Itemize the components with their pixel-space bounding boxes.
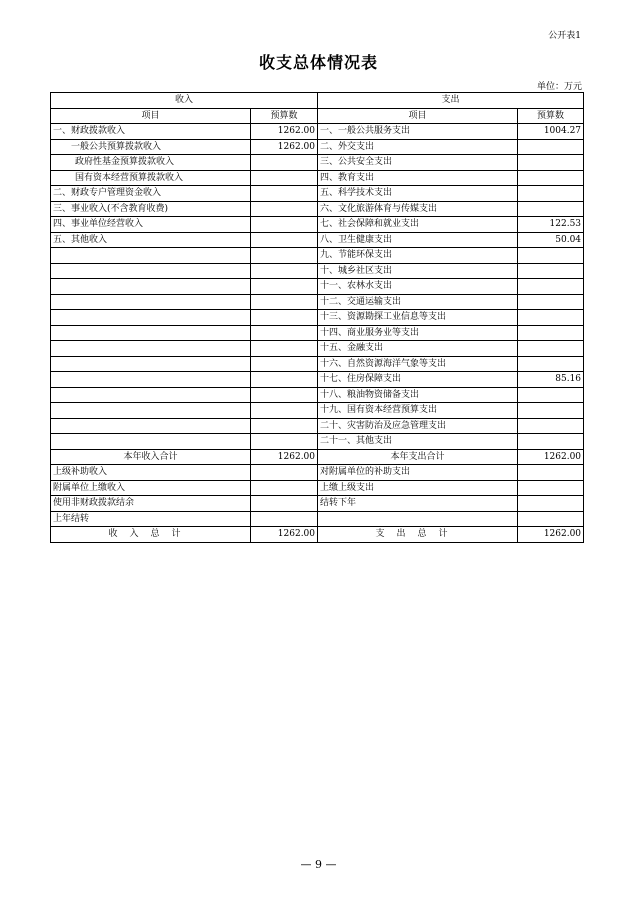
income-budget-cell	[251, 294, 318, 310]
income-budget-cell	[251, 325, 318, 341]
income-budget-cell: 1262.00	[251, 449, 318, 465]
expense-item-cell: 十五、金融支出	[318, 341, 518, 357]
page-number: — 9 —	[300, 858, 337, 871]
expense-item-cell: 五、科学技术支出	[318, 186, 518, 202]
expense-header: 支出	[318, 93, 584, 109]
expense-item-cell: 十八、粮油物资储备支出	[318, 387, 518, 403]
expense-item-cell: 三、公共安全支出	[318, 155, 518, 171]
table-row	[51, 155, 584, 171]
table-row	[51, 418, 584, 434]
income-budget-cell	[251, 263, 318, 279]
table-row	[51, 356, 584, 372]
income-item-cell	[51, 387, 251, 403]
income-item-cell: 政府性基金预算拨款收入	[51, 155, 251, 171]
table-row	[51, 294, 584, 310]
income-item-header: 项目	[51, 108, 251, 124]
income-item-cell: 本年收入合计	[51, 449, 251, 465]
expense-item-cell: 七、社会保障和就业支出	[318, 217, 518, 233]
expense-budget-cell	[518, 511, 584, 527]
income-item-cell	[51, 403, 251, 419]
expense-item-cell: 本年支出合计	[318, 449, 518, 465]
table-row	[51, 124, 584, 140]
income-item-cell: 上级补助收入	[51, 465, 251, 481]
table-row	[51, 186, 584, 202]
expense-item-cell: 上缴上级支出	[318, 480, 518, 496]
expense-budget-cell	[518, 325, 584, 341]
income-item-cell	[51, 294, 251, 310]
income-item-cell: 三、事业收入(不含教育收费)	[51, 201, 251, 217]
expense-budget-cell: 50.04	[518, 232, 584, 248]
table-row	[51, 480, 584, 496]
income-item-cell: 五、其他收入	[51, 232, 251, 248]
table-row	[51, 248, 584, 264]
expense-budget-cell	[518, 387, 584, 403]
expense-item-cell: 二十一、其他支出	[318, 434, 518, 450]
income-item-cell	[51, 434, 251, 450]
income-budget-cell	[251, 434, 318, 450]
income-budget-cell	[251, 511, 318, 527]
expense-budget-cell: 1004.27	[518, 124, 584, 140]
income-budget-cell	[251, 403, 318, 419]
expense-item-cell: 二十、灾害防治及应急管理支出	[318, 418, 518, 434]
expense-item-header: 项目	[318, 108, 518, 124]
expense-budget-cell: 1262.00	[518, 527, 584, 543]
expense-item-cell: 十九、国有资本经营预算支出	[318, 403, 518, 419]
income-item-cell: 使用非财政拨款结余	[51, 496, 251, 512]
expense-budget-cell	[518, 341, 584, 357]
expense-budget-cell	[518, 294, 584, 310]
expense-budget-cell	[518, 279, 584, 295]
expense-item-cell: 结转下年	[318, 496, 518, 512]
expense-budget-cell	[518, 403, 584, 419]
income-budget-cell	[251, 155, 318, 171]
income-item-cell: 国有资本经营预算拨款收入	[51, 170, 251, 186]
unit-label: 单位：万元	[536, 82, 582, 92]
income-budget-cell: 1262.00	[251, 124, 318, 140]
income-item-cell	[51, 325, 251, 341]
expense-budget-cell	[518, 201, 584, 217]
expense-budget-cell	[518, 418, 584, 434]
expense-budget-cell: 85.16	[518, 372, 584, 388]
expense-item-cell: 十四、商业服务业等支出	[318, 325, 518, 341]
expense-item-cell: 十、城乡社区支出	[318, 263, 518, 279]
expense-item-cell: 十二、交通运输支出	[318, 294, 518, 310]
income-budget-cell	[251, 387, 318, 403]
expense-item-cell: 八、卫生健康支出	[318, 232, 518, 248]
expense-item-cell: 九、节能环保支出	[318, 248, 518, 264]
income-item-cell	[51, 248, 251, 264]
income-budget-cell	[251, 248, 318, 264]
table-row	[51, 511, 584, 527]
income-budget-cell	[251, 310, 318, 326]
expense-budget-header: 预算数	[518, 108, 584, 124]
expense-item-cell: 对附属单位的补助支出	[318, 465, 518, 481]
income-item-cell: 附属单位上缴收入	[51, 480, 251, 496]
expense-budget-cell	[518, 356, 584, 372]
income-budget-cell	[251, 170, 318, 186]
income-budget-cell	[251, 201, 318, 217]
income-item-cell	[51, 341, 251, 357]
income-item-cell: 四、事业单位经营收入	[51, 217, 251, 233]
income-budget-cell	[251, 186, 318, 202]
table-row	[51, 201, 584, 217]
expense-budget-cell	[518, 139, 584, 155]
page-title: 收支总体情况表	[258, 53, 378, 72]
expense-budget-cell	[518, 248, 584, 264]
expense-budget-cell	[518, 434, 584, 450]
table-row	[51, 387, 584, 403]
income-item-cell	[51, 263, 251, 279]
income-budget-cell	[251, 232, 318, 248]
expense-item-cell: 四、教育支出	[318, 170, 518, 186]
income-item-cell: 二、财政专户管理资金收入	[51, 186, 251, 202]
income-budget-cell	[251, 418, 318, 434]
table-row	[51, 232, 584, 248]
income-item-cell	[51, 356, 251, 372]
income-header: 收入	[51, 93, 318, 109]
income-budget-cell	[251, 372, 318, 388]
expense-budget-cell	[518, 465, 584, 481]
income-item-cell: 收入总计	[51, 527, 251, 543]
table-row	[51, 527, 584, 543]
expense-budget-cell	[518, 170, 584, 186]
table-row	[51, 341, 584, 357]
table-row	[51, 170, 584, 186]
income-budget-cell	[251, 341, 318, 357]
table-number-label: 公开表1	[548, 31, 581, 41]
income-item-cell	[51, 310, 251, 326]
income-budget-cell	[251, 217, 318, 233]
income-budget-cell	[251, 465, 318, 481]
income-item-cell	[51, 279, 251, 295]
table-row	[51, 139, 584, 155]
expense-item-cell: 支出总计	[318, 527, 518, 543]
expense-budget-cell	[518, 310, 584, 326]
expense-budget-cell: 122.53	[518, 217, 584, 233]
expense-budget-cell	[518, 480, 584, 496]
expense-item-cell: 二、外交支出	[318, 139, 518, 155]
table-subheader-row	[51, 108, 584, 124]
income-budget-cell: 1262.00	[251, 139, 318, 155]
expense-budget-cell	[518, 263, 584, 279]
table-row	[51, 217, 584, 233]
table-body	[51, 124, 584, 543]
income-item-cell	[51, 418, 251, 434]
income-item-cell: 一般公共预算拨款收入	[51, 139, 251, 155]
income-budget-header: 预算数	[251, 108, 318, 124]
table-row	[51, 465, 584, 481]
expense-item-cell: 一、一般公共服务支出	[318, 124, 518, 140]
expense-budget-cell	[518, 186, 584, 202]
expense-item-cell: 十三、资源勘探工业信息等支出	[318, 310, 518, 326]
table-row	[51, 372, 584, 388]
income-budget-cell: 1262.00	[251, 527, 318, 543]
expense-budget-cell: 1262.00	[518, 449, 584, 465]
budget-table	[50, 92, 584, 543]
expense-item-cell: 六、文化旅游体育与传媒支出	[318, 201, 518, 217]
income-item-cell: 上年结转	[51, 511, 251, 527]
expense-item-cell: 十七、住房保障支出	[318, 372, 518, 388]
income-budget-cell	[251, 356, 318, 372]
income-budget-cell	[251, 480, 318, 496]
income-budget-cell	[251, 496, 318, 512]
table-row	[51, 449, 584, 465]
expense-item-cell	[318, 511, 518, 527]
income-item-cell	[51, 372, 251, 388]
income-item-cell: 一、财政拨款收入	[51, 124, 251, 140]
table-row	[51, 325, 584, 341]
table-row	[51, 263, 584, 279]
table-row	[51, 496, 584, 512]
table-header-row	[51, 93, 584, 109]
income-budget-cell	[251, 279, 318, 295]
table-row	[51, 403, 584, 419]
expense-budget-cell	[518, 496, 584, 512]
table-row	[51, 434, 584, 450]
table-row	[51, 279, 584, 295]
expense-item-cell: 十六、自然资源海洋气象等支出	[318, 356, 518, 372]
table-row	[51, 310, 584, 326]
expense-item-cell: 十一、农林水支出	[318, 279, 518, 295]
expense-budget-cell	[518, 155, 584, 171]
